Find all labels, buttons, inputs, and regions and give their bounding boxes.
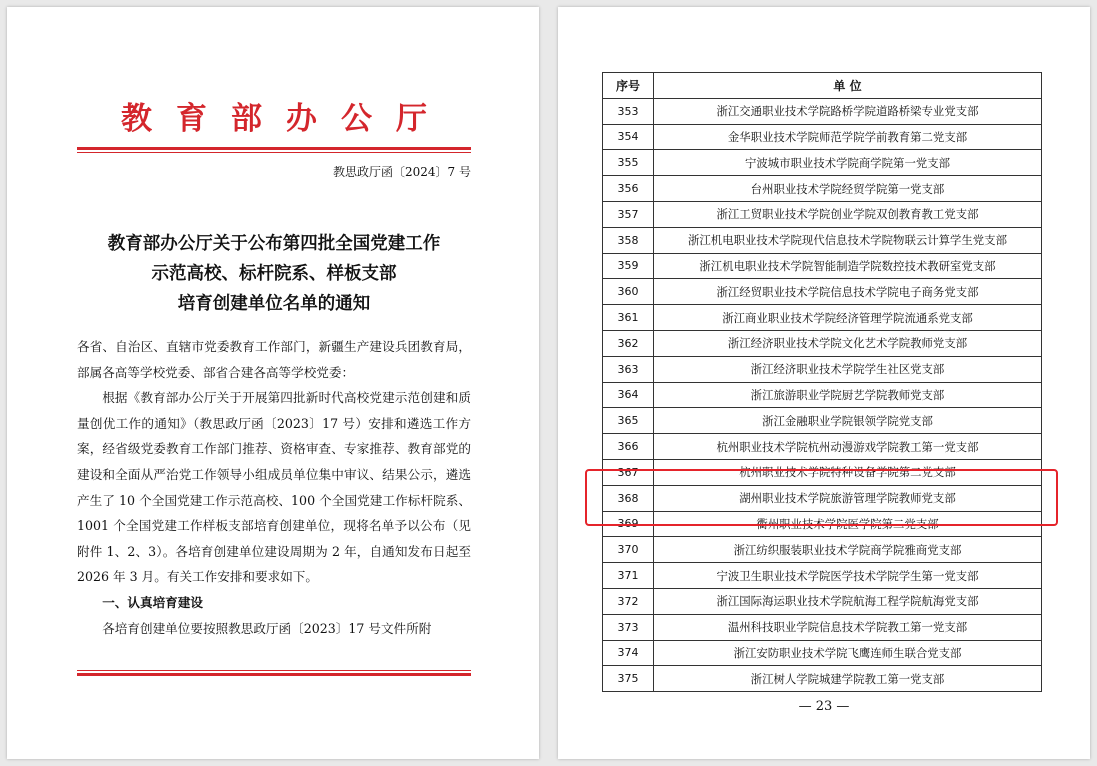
row-unit: 金华职业技术学院师范学院学前教育第二党支部 — [654, 124, 1042, 150]
row-unit: 湖州职业技术学院旅游管理学院教师党支部 — [654, 485, 1042, 511]
row-number: 360 — [603, 279, 654, 305]
row-number: 374 — [603, 640, 654, 666]
row-unit: 浙江工贸职业技术学院创业学院双创教育教工党支部 — [654, 201, 1042, 227]
notice-body — [77, 334, 471, 641]
notice-title — [77, 229, 471, 319]
table-row — [603, 356, 1042, 382]
row-number: 364 — [603, 382, 654, 408]
section-heading: 一、认真培育建设 — [102, 594, 203, 610]
row-number: 357 — [603, 201, 654, 227]
table-row — [603, 124, 1042, 150]
table-row — [603, 150, 1042, 176]
body-paragraph: 根据《教育部办公厅关于开展第四批新时代高校党建示范创建和质量创优工作的通知》（教思政厅函〔2023〕17 号）安排和遴选工作方案，经省级党委教育工作部门推荐、资格审查、专家推荐、教育部党的建设和全面从严治党工作领导小组成员单位集中审议、结果公示，遴选产生了 10 个全国党建工作示范高校、100 个全国党建工作标杆院系、1001 个全国党建工作样板支部培育创建单位，现将名单予以公布（见附件 1、2、3）。各培育创建单位建设周期为 2 年，自通知发布日起至 2026 年 3 月。有关工作安排和要求如下。 — [77, 390, 471, 585]
table-row — [603, 382, 1042, 408]
table-row — [603, 614, 1042, 640]
body-last-line: 各培育创建单位要按照教思政厅函〔2023〕17 号文件所附 — [102, 620, 432, 636]
row-unit: 浙江纺织服装职业技术学院商学院雅商党支部 — [654, 537, 1042, 563]
table-row — [603, 279, 1042, 305]
table-row — [603, 305, 1042, 331]
row-unit: 温州科技职业学院信息技术学院教工第一党支部 — [654, 614, 1042, 640]
row-number: 372 — [603, 588, 654, 614]
row-unit: 浙江机电职业技术学院智能制造学院数控技术教研室党支部 — [654, 253, 1042, 279]
table-row — [603, 98, 1042, 124]
row-unit: 浙江安防职业技术学院飞鹰连师生联合党支部 — [654, 640, 1042, 666]
row-number: 363 — [603, 356, 654, 382]
row-number: 368 — [603, 485, 654, 511]
row-number: 366 — [603, 434, 654, 460]
office-title: 教育部办公厅 — [121, 101, 451, 137]
table-row — [603, 588, 1042, 614]
column-header-no: 序号 — [603, 73, 654, 99]
row-number: 359 — [603, 253, 654, 279]
row-unit: 杭州职业技术学院特种设备学院第二党支部 — [654, 459, 1042, 485]
row-number: 367 — [603, 459, 654, 485]
table-row — [603, 201, 1042, 227]
row-number: 373 — [603, 614, 654, 640]
row-unit: 浙江树人学院城建学院教工第一党支部 — [654, 666, 1042, 692]
notice-title-line: 教育部办公厅关于公布第四批全国党建工作 — [107, 234, 441, 254]
red-rule-thick — [77, 147, 471, 150]
table-row — [603, 176, 1042, 202]
row-number: 355 — [603, 150, 654, 176]
left-page — [7, 7, 539, 759]
row-number: 365 — [603, 408, 654, 434]
units-table — [602, 72, 1042, 692]
table-row — [603, 227, 1042, 253]
page-number: — 23 — — [798, 699, 850, 714]
row-number: 361 — [603, 305, 654, 331]
row-unit: 浙江经济职业技术学院文化艺术学院教师党支部 — [654, 330, 1042, 356]
table-row — [603, 666, 1042, 692]
row-number: 356 — [603, 176, 654, 202]
highlight-box — [585, 469, 1058, 526]
table-row — [603, 434, 1042, 460]
table-row — [603, 253, 1042, 279]
row-unit: 宁波城市职业技术学院商学院第一党支部 — [654, 150, 1042, 176]
row-number: 370 — [603, 537, 654, 563]
right-page — [558, 7, 1090, 759]
table-row — [603, 640, 1042, 666]
notice-title-line: 培育创建单位名单的通知 — [177, 294, 371, 314]
addressees: 各省、自治区、直辖市党委教育工作部门，新疆生产建设兵团教育局，部属各高等学校党委、部省合建各高等学校党委： — [77, 339, 471, 380]
row-number: 371 — [603, 563, 654, 589]
table-row — [603, 330, 1042, 356]
row-unit: 浙江经济职业技术学院学生社区党支部 — [654, 356, 1042, 382]
row-unit: 浙江金融职业学院银领学院党支部 — [654, 408, 1042, 434]
notice-title-line: 示范高校、标杆院系、样板支部 — [151, 264, 397, 284]
document-number: 教思政厅函〔2024〕7 号 — [333, 165, 471, 179]
column-header-unit: 单 位 — [654, 73, 1042, 99]
row-unit: 浙江交通职业技术学院路桥学院道路桥梁专业党支部 — [654, 98, 1042, 124]
red-rule-thin — [77, 152, 471, 153]
row-number: 358 — [603, 227, 654, 253]
row-unit: 浙江经贸职业技术学院信息技术学院电子商务党支部 — [654, 279, 1042, 305]
row-number: 369 — [603, 511, 654, 537]
row-unit: 浙江旅游职业学院厨艺学院教师党支部 — [654, 382, 1042, 408]
table-row — [603, 537, 1042, 563]
row-unit: 浙江商业职业技术学院经济管理学院流通系党支部 — [654, 305, 1042, 331]
row-unit: 衢州职业技术学院医学院第二党支部 — [654, 511, 1042, 537]
row-number: 375 — [603, 666, 654, 692]
row-unit: 浙江国际海运职业技术学院航海工程学院航海党支部 — [654, 588, 1042, 614]
row-number: 362 — [603, 330, 654, 356]
row-unit: 浙江机电职业技术学院现代信息技术学院物联云计算学生党支部 — [654, 227, 1042, 253]
row-unit: 杭州职业技术学院杭州动漫游戏学院教工第一党支部 — [654, 434, 1042, 460]
table-body — [603, 98, 1042, 691]
table-row — [603, 408, 1042, 434]
row-unit: 宁波卫生职业技术学院医学技术学院学生第一党支部 — [654, 563, 1042, 589]
footer-rule-thick — [77, 673, 471, 676]
row-number: 354 — [603, 124, 654, 150]
row-unit: 台州职业技术学院经贸学院第一党支部 — [654, 176, 1042, 202]
table-row — [603, 563, 1042, 589]
footer-rule-thin — [77, 670, 471, 671]
row-number: 353 — [603, 98, 654, 124]
table-header-row — [603, 73, 1042, 99]
